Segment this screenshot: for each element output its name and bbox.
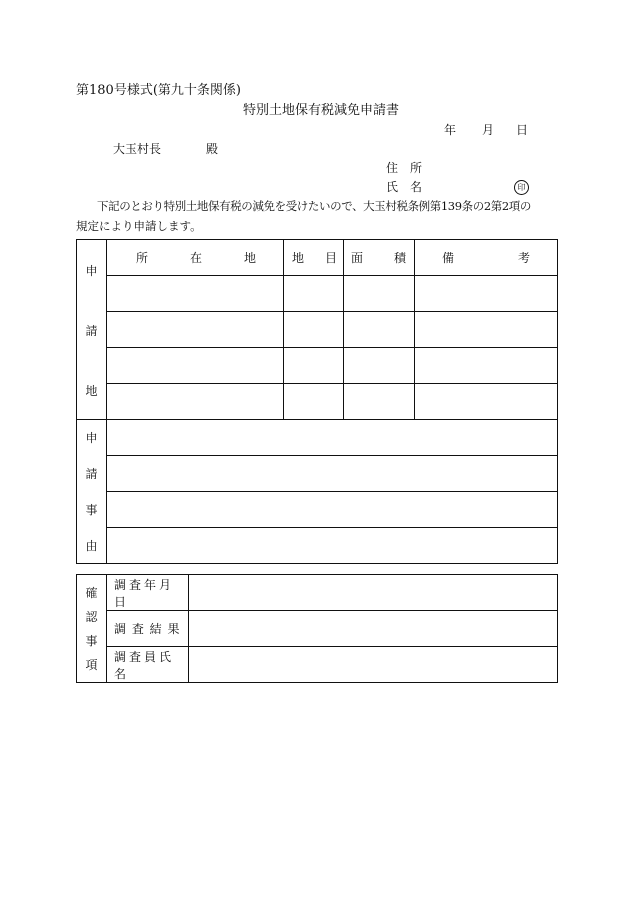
header-remarks-char-1: 備	[442, 251, 455, 265]
land-row	[77, 384, 558, 420]
confirm-label-char-3: 事	[85, 634, 98, 648]
address-label: 住 所	[386, 161, 423, 175]
area-cell[interactable]	[344, 312, 415, 348]
survey-date-label: 調査年月日	[107, 575, 189, 611]
header-location	[107, 240, 284, 276]
survey-result-value[interactable]	[189, 611, 558, 647]
land-label-char-3: 地	[85, 384, 98, 398]
category-cell[interactable]	[284, 348, 344, 384]
confirm-label-char-2: 認	[85, 610, 98, 624]
body-text-line-2: 規定により申請します。	[76, 219, 202, 233]
document-title: 特別土地保有税減免申請書	[243, 103, 400, 118]
location-cell[interactable]	[107, 312, 284, 348]
addressee: 大玉村長	[113, 142, 162, 156]
seal-mark: 印	[514, 180, 529, 195]
header-area	[344, 240, 415, 276]
survey-result-label: 調 査 結 果	[107, 611, 189, 647]
category-cell[interactable]	[284, 384, 344, 420]
date-day-label: 日	[516, 123, 529, 137]
reason-line[interactable]	[107, 456, 558, 492]
confirmation-label	[77, 575, 107, 683]
confirm-label-char-1: 確	[85, 586, 98, 600]
header-location-char-1: 所	[136, 251, 149, 265]
land-row	[77, 312, 558, 348]
application-table	[76, 239, 558, 564]
reason-line[interactable]	[107, 528, 558, 564]
header-category-char-1: 地	[292, 251, 305, 265]
category-cell[interactable]	[284, 276, 344, 312]
header-location-char-3: 地	[243, 251, 256, 265]
header-area-char-2: 積	[393, 251, 406, 265]
land-row	[77, 276, 558, 312]
honorific: 殿	[206, 142, 219, 156]
surveyor-name-label: 調査員氏名	[107, 647, 189, 683]
confirmation-table	[76, 574, 558, 683]
location-cell[interactable]	[107, 384, 284, 420]
application-reason-label	[77, 420, 107, 564]
location-cell[interactable]	[107, 276, 284, 312]
surveyor-name-value[interactable]	[189, 647, 558, 683]
remarks-cell[interactable]	[415, 312, 558, 348]
application-land-label	[77, 240, 107, 420]
reason-line[interactable]	[107, 492, 558, 528]
area-cell[interactable]	[344, 276, 415, 312]
header-location-char-2: 在	[189, 251, 202, 265]
category-cell[interactable]	[284, 312, 344, 348]
reason-label-char-1: 申	[85, 431, 98, 445]
area-cell[interactable]	[344, 384, 415, 420]
remarks-cell[interactable]	[415, 348, 558, 384]
land-label-char-1: 申	[85, 264, 98, 278]
reason-label-char-3: 事	[85, 503, 98, 517]
reason-label-char-2: 請	[85, 467, 98, 481]
header-land-category	[284, 240, 344, 276]
header-category-char-2: 目	[324, 251, 337, 265]
date-year-label: 年	[444, 123, 457, 137]
survey-date-value[interactable]	[189, 575, 558, 611]
area-cell[interactable]	[344, 348, 415, 384]
remarks-cell[interactable]	[415, 384, 558, 420]
confirm-label-char-4: 項	[85, 658, 98, 672]
body-text-line-1: 下記のとおり特別土地保有税の減免を受けたいので、大玉村税条例第139条の2第2項の	[97, 199, 531, 213]
name-label: 氏 名	[386, 180, 423, 194]
date-month-label: 月	[482, 123, 495, 137]
location-cell[interactable]	[107, 348, 284, 384]
form-number: 第180号様式(第九十条関係)	[76, 83, 241, 98]
header-area-char-1: 面	[351, 251, 364, 265]
land-label-char-2: 請	[85, 324, 98, 338]
reason-line[interactable]	[107, 420, 558, 456]
header-remarks	[415, 240, 558, 276]
reason-label-char-4: 由	[85, 539, 98, 553]
remarks-cell[interactable]	[415, 276, 558, 312]
land-row	[77, 348, 558, 384]
header-remarks-char-2: 考	[517, 251, 530, 265]
